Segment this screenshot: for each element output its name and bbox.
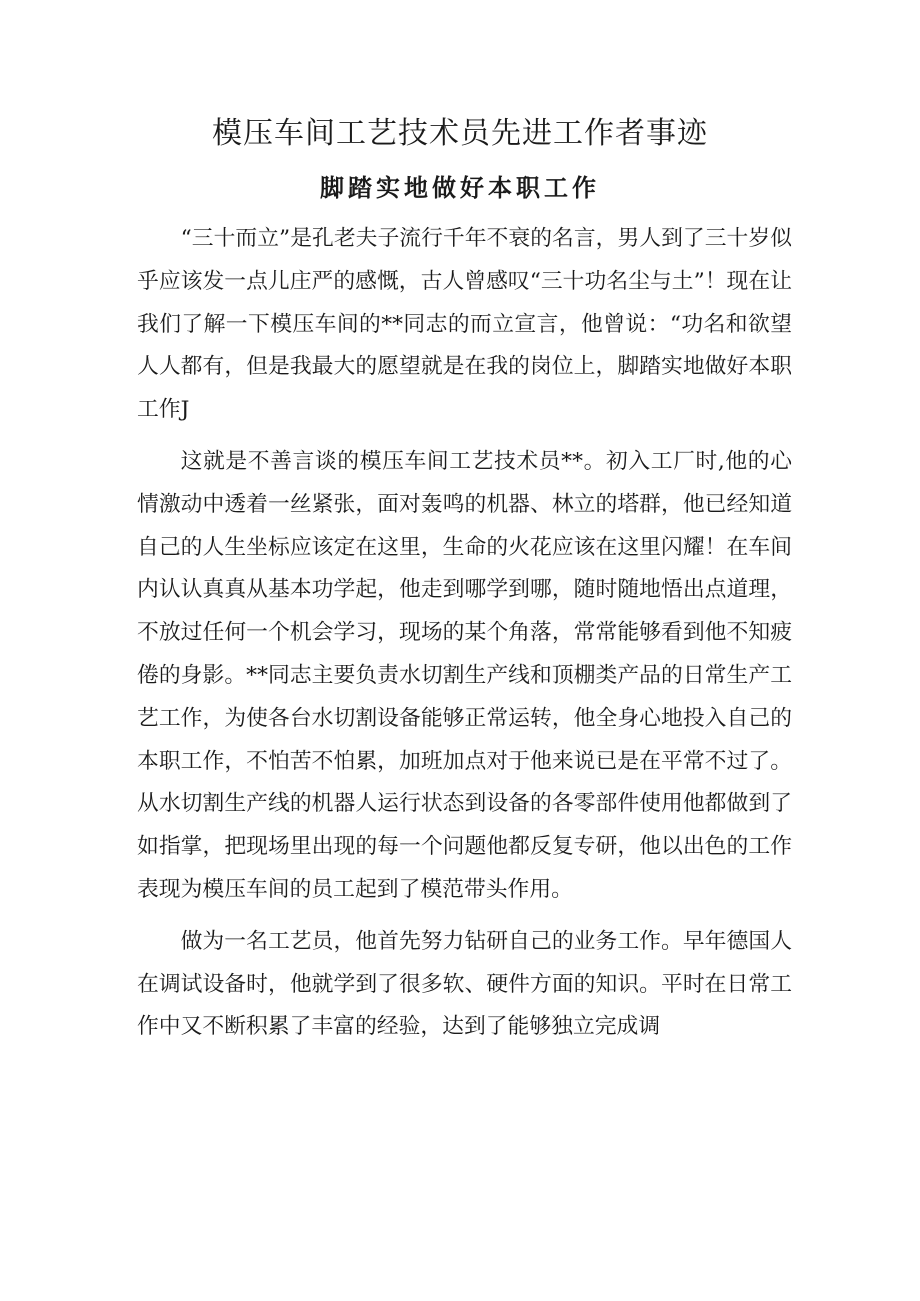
paragraph-3: 做为一名工艺员，他首先努力钻研自己的业务工作。早年德国人在调试设备时，他就学到了很多软、硬件方面的知识。平时在日常工作中又不断积累了丰富的经验，达到了能够独立完成调 <box>137 928 792 1040</box>
paragraph-2: 这就是不善言谈的模压车间工艺技术员**。初入工厂时,他的心情激动中透着一丝紧张，面对轰鸣的机器、林立的塔群，他已经知道自己的人生坐标应该定在这里，生命的火花应该在这里闪耀！在车间内认认真真从基本功学起，他走到哪学到哪，随时随地悟出点道理，不放过任何一个机会学习，现场的某个角落，常常能够看到他不知疲倦的身影。**同志主要负责水切割生产线和顶棚类产品的日常生产工艺工作，为使各台水切割设备能够正常运转，他全身心地投入自己的本职工作，不怕苦不怕累，加班加点对于他来说已是在平常不过了。从水切割生产线的机器人运行状态到设备的各零部件使用他都做到了如指掌，把现场里出现的每一个问题他都反复专研，他以出色的工作表现为模压车间的员工起到了模范带头作用。 <box>137 448 792 902</box>
paragraph-1: “三十而立”是孔老夫子流行千年不衰的名言，男人到了三十岁似乎应该发一点儿庄严的感慨，古人曾感叹“三十功名尘与土”！现在让我们了解一下模压车间的**同志的而立宣言，他曾说：“功名和欲望人人都有，但是我最大的愿望就是在我的岗位上，脚踏实地做好本职工作J <box>137 226 792 423</box>
document-subtitle: 脚踏实地做好本职工作 <box>320 173 600 202</box>
document-title: 模压车间工艺技术员先进工作者事迹 <box>212 116 708 151</box>
document-body <box>137 218 792 1049</box>
